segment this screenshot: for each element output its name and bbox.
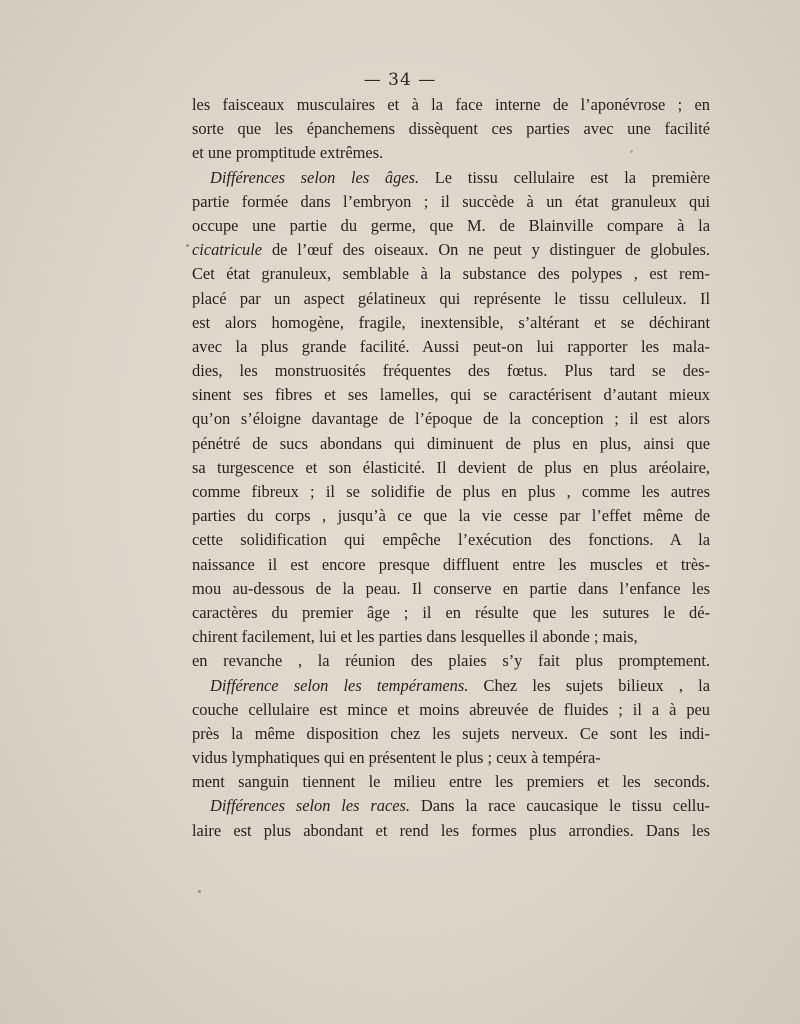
text-run: et une promptitude extrêmes. — [192, 143, 384, 163]
text-run: les faisceaux musculaires et à la face interne de l’aponévrose ; en — [192, 95, 710, 114]
text-line — [192, 794, 710, 818]
text-line — [192, 480, 710, 504]
text-line — [192, 117, 710, 141]
italic-heading: Différence selon les tempéramens. — [210, 675, 469, 695]
text-run: en revanche , la réunion des plaies s’y fait plus promptement. — [192, 651, 710, 671]
text-line — [192, 335, 710, 359]
text-run: cette solidification qui empêche l’exécution des fonctions. A la — [192, 530, 710, 550]
text-line — [192, 698, 710, 722]
text-line — [192, 214, 710, 238]
text-line — [192, 746, 710, 770]
text-run: de l’œuf des oiseaux. On ne peut y distinguer de globules. — [262, 240, 710, 260]
text-run: caractères du premier âge ; il en résulte que les sutures le dé- — [192, 602, 710, 622]
text-line — [192, 383, 710, 407]
text-line — [192, 359, 710, 383]
text-run: sa turgescence et son élasticité. Il devient de plus en plus aréolaire, — [192, 457, 710, 477]
text-run: laire est plus abondant et rend les formes plus arrondies. Dans les — [192, 820, 710, 840]
paper-speck — [198, 890, 201, 893]
paper-speck — [186, 244, 189, 247]
text-run: naissance il est encore presque diffluent entre les muscles et très- — [192, 554, 710, 574]
text-run: vidus lymphatiques qui en présentent le plus ; ceux à tempéra- — [192, 748, 601, 768]
text-run: avec la plus grande facilité. Aussi peut-on lui rapporter les mala- — [192, 336, 710, 356]
text-line — [192, 456, 710, 480]
italic-heading: cicatricule — [192, 240, 263, 260]
text-run: sorte que les épanchemens dissèquent ces parties avec une facilité — [192, 119, 710, 139]
text-line — [192, 722, 710, 746]
text-run: sinent ses fibres et ses lamelles, qui se caractérisent d’autant mieux — [192, 385, 710, 405]
text-run: Chez les sujets bilieux , la — [468, 675, 710, 695]
paper-speck — [630, 150, 633, 153]
text-line — [192, 770, 710, 794]
text-run: occupe une partie du germe, que M. de Blainville compare à la — [192, 215, 710, 235]
text-run: mou au-dessous de la peau. Il conserve en partie dans l’enfance les — [192, 578, 710, 598]
page-number: — 34 — — [363, 70, 437, 90]
text-line — [192, 432, 710, 456]
text-line — [192, 407, 710, 431]
text-run: ment sanguin tiennent le milieu entre les premiers et les seconds. — [192, 772, 710, 792]
text-run: est alors homogène, fragile, inextensible, s’altérant et se déchirant — [192, 312, 710, 332]
text-line — [192, 287, 710, 311]
text-run: Cet état granuleux, semblable à la substance des polypes , est rem- — [192, 264, 710, 284]
text-line — [192, 311, 710, 335]
text-run: pénétré de sucs abondans qui diminuent de plus en plus, ainsi que — [192, 433, 710, 453]
text-line — [192, 674, 710, 698]
text-run: qu’on s’éloigne davantage de l’époque de la conception ; il est alors — [192, 409, 710, 429]
body-text — [192, 93, 710, 843]
text-line — [192, 93, 710, 117]
text-run: parties du corps , jusqu’à ce que la vie cesse par l’effet même de — [192, 506, 710, 526]
text-line — [192, 166, 710, 190]
text-line — [192, 625, 710, 649]
text-line — [192, 577, 710, 601]
text-run: couche cellulaire est mince et moins abreuvée de fluides ; il a à peu — [192, 699, 710, 719]
text-line — [192, 601, 710, 625]
italic-heading: Différences selon les races. — [210, 796, 410, 816]
text-line — [192, 141, 710, 165]
text-line — [192, 190, 710, 214]
text-line — [192, 553, 710, 577]
text-line — [192, 649, 710, 673]
text-run: Dans la race caucasique le tissu cellu- — [409, 796, 711, 816]
text-run: chirent facilement, lui et les parties dans lesquelles il abonde ; mais, — [192, 627, 638, 647]
text-run: près la même disposition chez les sujets nerveux. Ce sont les indi- — [192, 723, 710, 743]
text-run: partie formée dans l’embryon ; il succède à un état granuleux qui — [192, 191, 710, 211]
text-run: Le tissu cellulaire est la première — [419, 167, 710, 187]
text-line — [192, 819, 710, 843]
text-run: placé par un aspect gélatineux qui représente le tissu celluleux. Il — [192, 288, 710, 308]
text-run: comme fibreux ; il se solidifie de plus en plus , comme les autres — [192, 482, 710, 501]
text-run: dies, les monstruosités fréquentes des fœtus. Plus tard se des- — [192, 361, 710, 381]
text-line — [192, 528, 710, 552]
text-line — [192, 238, 710, 262]
text-line — [192, 504, 710, 528]
italic-heading: Différences selon les âges. — [210, 167, 420, 187]
text-line — [192, 262, 710, 286]
